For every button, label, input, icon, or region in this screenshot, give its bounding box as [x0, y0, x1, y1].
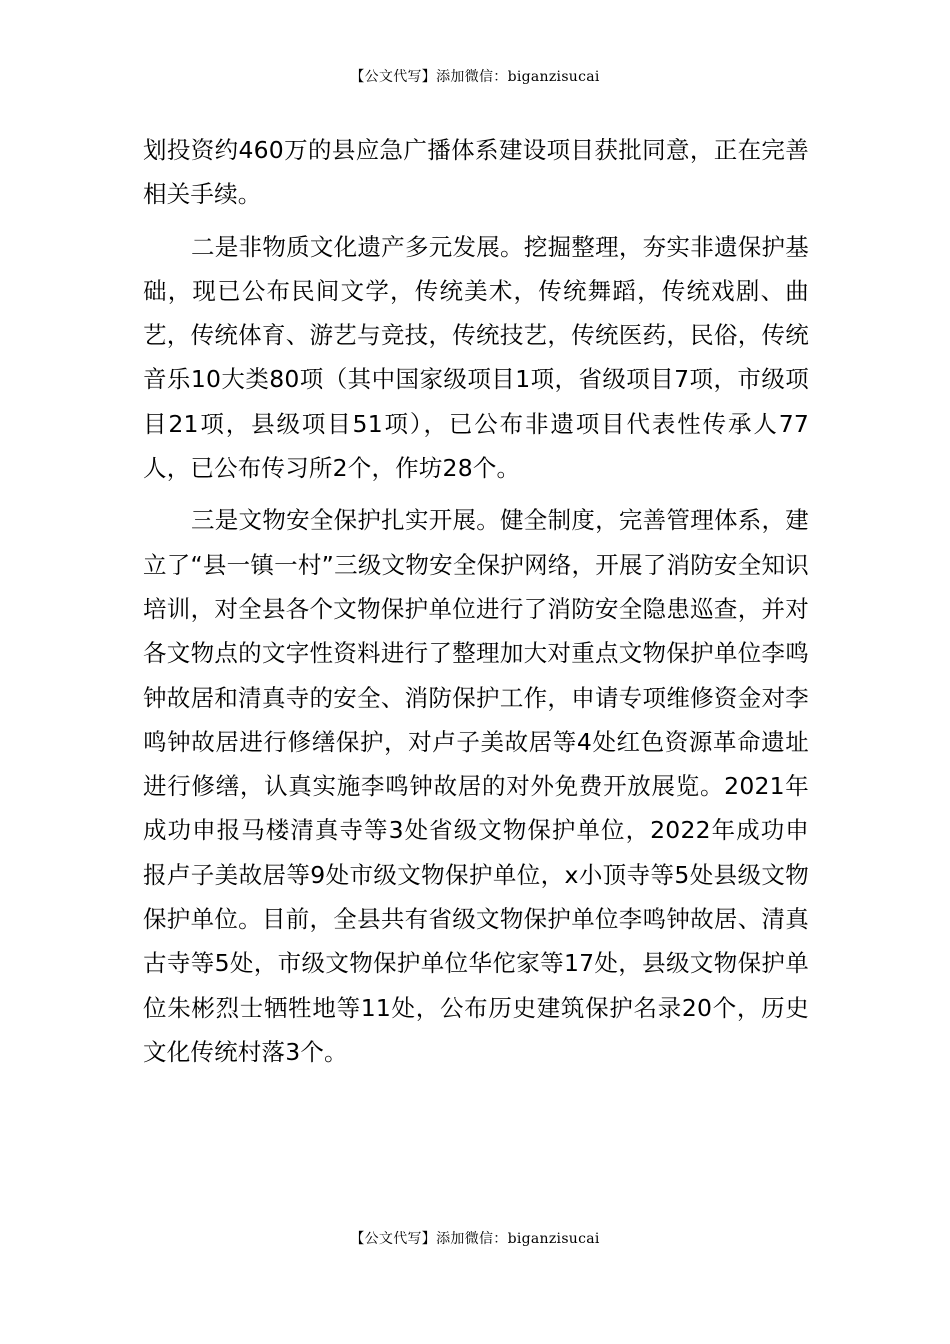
- page-header-watermark: 【公文代写】添加微信：biganzisucai: [350, 69, 600, 85]
- document-body: [143, 128, 809, 1074]
- paragraph-continuation: 划投资约460万的县应急广播体系建设项目获批同意，正在完善相关手续。: [143, 136, 809, 209]
- paragraph-cultural-relics-safety: 三是文物安全保护扎实开展。健全制度，完善管理体系，建立了“县一镇一村”三级文物安全保护网络，开展了消防安全知识培训，对全县各个文物保护单位进行了消防安全隐患巡查，并对各文物点的文字性资料进行了整理加大对重点文物保护单位李鸣钟故居和清真寺的安全、消防保护工作，申请专项维修资金对李鸣钟故居进行修缮保护，对卢子美故居等4处红色资源革命遗址进行修缮，认真实施李鸣钟故居的对外免费开放展览。2021年成功申报马楼清真寺等3处省级文物保护单位，2022年成功申报卢子美故居等9处市级文物保护单位，x小顶寺等5处县级文物保护单位。目前，全县共有省级文物保护单位李鸣钟故居、清真古寺等5处，市级文物保护单位华佗家等17处，县级文物保护单位朱彬烈士牺牲地等11处，公布历史建筑保护名录20个，历史文化传统村落3个。: [143, 506, 809, 1066]
- paragraph-intangible-heritage: 二是非物质文化遗产多元发展。挖掘整理，夯实非遗保护基础，现已公布民间文学，传统美术，传统舞蹈，传统戏剧、曲艺，传统体育、游艺与竞技，传统技艺，传统医药，民俗，传统音乐10大类80项（其中国家级项目1项，省级项目7项，市级项目21项，县级项目51项），已公布非遗项目代表性传承人77人，已公布传习所2个，作坊28个。: [143, 232, 809, 483]
- page-footer-watermark: 【公文代写】添加微信：biganzisucai: [350, 1231, 600, 1247]
